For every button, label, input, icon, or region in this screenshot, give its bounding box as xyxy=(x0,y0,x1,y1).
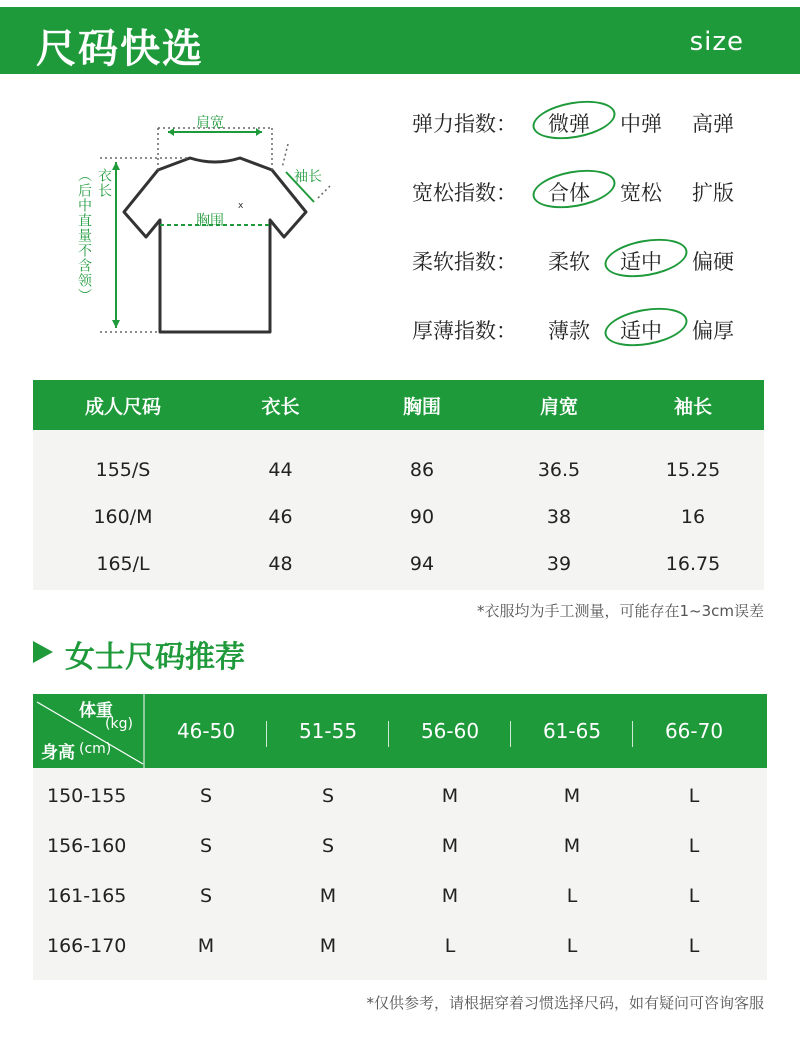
table-cell: 36.5 xyxy=(537,458,581,481)
column-header: 成人尺码 xyxy=(84,395,161,418)
reference-note: *仅供参考，请根据穿着习惯选择尺码，如有疑问可咨询客服 xyxy=(366,994,764,1012)
sleeve-label: 袖长 xyxy=(294,169,322,185)
height-range: 166-170 xyxy=(47,935,127,957)
size-cell: L xyxy=(688,885,700,907)
table-cell: 38 xyxy=(546,505,572,528)
size-cell: M xyxy=(441,785,459,807)
index-name: 柔软指数： xyxy=(412,250,517,274)
size-cell: L xyxy=(444,935,456,957)
size-cell: S xyxy=(321,785,335,807)
height-range: 161-165 xyxy=(47,885,127,907)
index-name: 弹力指数： xyxy=(412,112,517,136)
weight-column-header: 56-60 xyxy=(389,719,511,743)
measurement-note: *衣服均为手工测量，可能存在1~3cm误差 xyxy=(476,602,764,620)
size-cell: M xyxy=(319,935,337,957)
index-option: 高弹 xyxy=(692,112,734,136)
index-option: 偏厚 xyxy=(692,319,734,343)
size-cell: S xyxy=(321,835,335,857)
svg-text:x: x xyxy=(238,201,244,211)
size-table xyxy=(33,380,764,590)
weight-columns xyxy=(145,694,755,768)
table-cell: 16.75 xyxy=(665,552,721,575)
column-header: 衣长 xyxy=(261,395,300,418)
table-row xyxy=(33,821,767,871)
fit-index-row xyxy=(412,171,772,207)
thickness-index-row xyxy=(412,309,772,345)
size-label: size xyxy=(689,27,744,57)
elasticity-index-row xyxy=(412,102,772,138)
size-table-body xyxy=(33,430,764,590)
recommend-table xyxy=(33,694,767,980)
height-range: 156-160 xyxy=(47,835,127,857)
size-cell: L xyxy=(566,935,578,957)
table-cell: 46 xyxy=(268,505,293,528)
weight-column-header: 61-65 xyxy=(511,719,633,743)
index-option: 中弹 xyxy=(620,112,662,136)
header-bar xyxy=(0,7,800,74)
size-cell: M xyxy=(441,835,459,857)
weight-column-header: 51-55 xyxy=(267,719,389,743)
size-cell: S xyxy=(199,835,213,857)
size-cell: L xyxy=(688,785,700,807)
index-option: 合体 xyxy=(548,181,590,205)
table-row xyxy=(33,446,764,493)
column-header: 胸围 xyxy=(402,395,441,418)
column-header: 肩宽 xyxy=(539,395,578,418)
size-cell: M xyxy=(563,785,581,807)
index-option: 偏硬 xyxy=(692,250,734,274)
recommend-table-header xyxy=(33,694,767,768)
size-cell: L xyxy=(688,935,700,957)
table-row xyxy=(33,540,764,587)
size-table-header xyxy=(33,380,764,430)
index-option: 薄款 xyxy=(548,319,590,343)
index-option: 适中 xyxy=(620,250,662,274)
index-option: 柔软 xyxy=(548,250,590,274)
softness-index-row xyxy=(412,240,772,276)
size-cell: M xyxy=(197,935,215,957)
section-title-text: 女士尺码推荐 xyxy=(65,640,245,675)
index-option: 宽松 xyxy=(620,181,662,205)
index-option: 扩版 xyxy=(692,181,734,205)
size-cell: M xyxy=(441,885,459,907)
table-cell: 155/S xyxy=(95,458,151,481)
size-cell: M xyxy=(319,885,337,907)
index-name: 厚薄指数： xyxy=(412,319,517,343)
size-cell: S xyxy=(199,885,213,907)
chest-label: 胸围 xyxy=(196,213,224,229)
weight-unit: (kg) xyxy=(105,716,133,732)
table-row xyxy=(33,921,767,971)
size-cell: S xyxy=(199,785,213,807)
table-cell: 16 xyxy=(680,505,706,528)
recommend-table-body xyxy=(33,768,767,980)
table-cell: 15.25 xyxy=(665,458,721,481)
table-cell: 39 xyxy=(546,552,572,575)
weight-column-header: 46-50 xyxy=(145,719,267,743)
page-title: 尺码快选 xyxy=(36,26,204,72)
length-label: 衣长 xyxy=(96,168,112,198)
length-note: （后中直量不含领） xyxy=(76,168,92,303)
weight-label: 体重 xyxy=(79,701,113,721)
height-unit: (cm) xyxy=(79,741,112,757)
table-cell: 94 xyxy=(409,552,435,575)
table-cell: 44 xyxy=(268,458,293,481)
table-cell: 90 xyxy=(409,505,435,528)
table-cell: 160/M xyxy=(93,505,153,528)
size-cell: L xyxy=(688,835,700,857)
index-option: 适中 xyxy=(620,319,662,343)
table-row xyxy=(33,871,767,921)
weight-column-header: 66-70 xyxy=(664,719,724,743)
table-cell: 86 xyxy=(409,458,435,481)
size-cell: M xyxy=(563,835,581,857)
shoulder-label: 肩宽 xyxy=(196,115,224,131)
table-row xyxy=(33,493,764,540)
column-header: 袖长 xyxy=(673,395,712,418)
height-range: 150-155 xyxy=(47,785,127,807)
table-cell: 48 xyxy=(268,552,293,575)
size-cell: L xyxy=(566,885,578,907)
tshirt-diagram xyxy=(60,100,360,350)
index-name: 宽松指数： xyxy=(412,181,517,205)
table-row xyxy=(33,771,767,821)
corner-cell xyxy=(33,694,145,768)
height-label: 身高 xyxy=(41,743,75,763)
table-cell: 165/L xyxy=(96,552,150,575)
index-option: 微弹 xyxy=(548,112,590,136)
triangle-bullet-icon xyxy=(33,641,53,663)
